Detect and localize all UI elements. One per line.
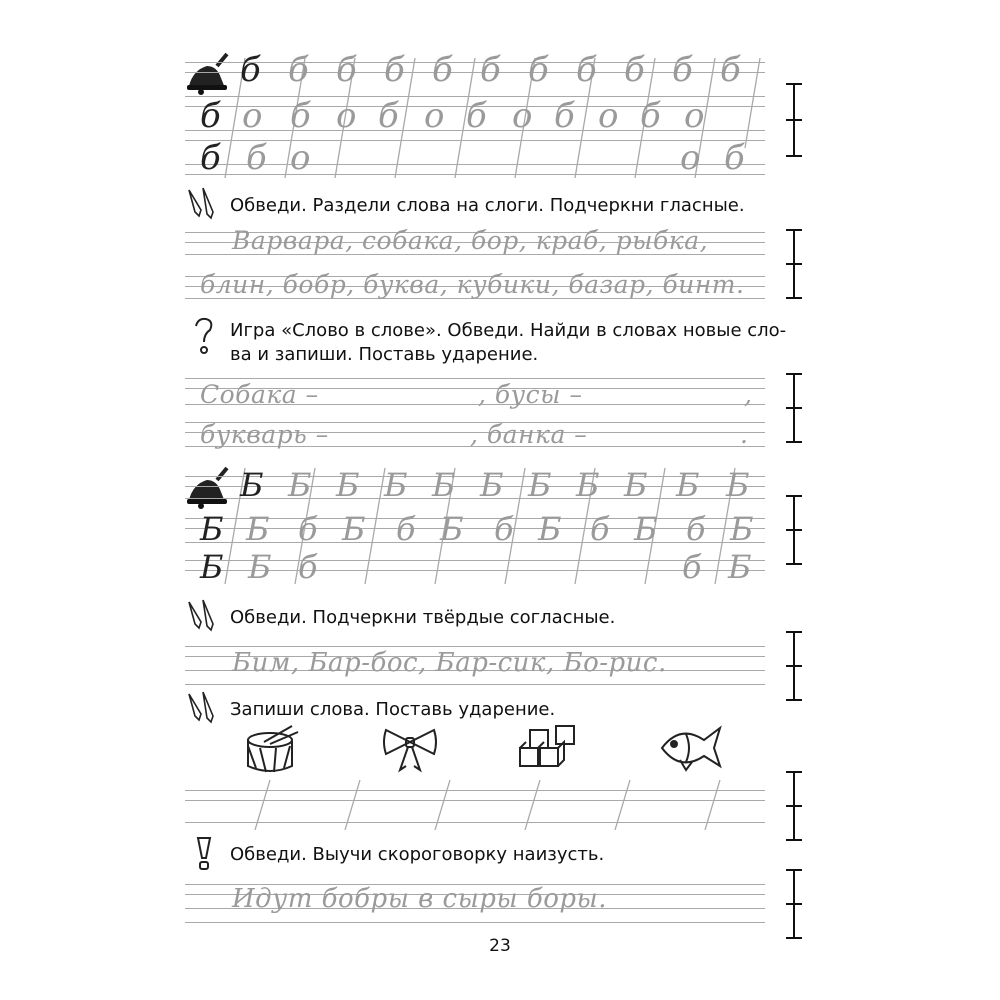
trace-letter: Б — [248, 548, 273, 586]
trace-letter: о — [242, 96, 263, 136]
line-spacing-bracket — [784, 868, 804, 944]
trace-letter: Б — [336, 466, 361, 504]
trace-letter: б — [336, 50, 358, 90]
trace-letter: Б — [246, 510, 271, 548]
trace-text: блин, бобр, буква, кубики, базар, бинт. — [200, 270, 745, 299]
trace-text: , банка – — [470, 420, 588, 449]
pencils-icon — [185, 598, 221, 638]
exclamation-icon — [194, 834, 214, 876]
trace-letter: о — [336, 96, 357, 136]
trace-letter: б — [724, 138, 746, 178]
trace-letter: Б — [730, 510, 755, 548]
trace-letter: б — [396, 510, 417, 548]
pencils-icon — [185, 186, 221, 226]
trace-letter: Б — [432, 466, 457, 504]
trace-text: Бим, Бар-бос, Бар-сик, Бо-рис. — [232, 648, 667, 678]
sample-letter: б — [200, 96, 222, 136]
trace-text: Идут бобры в сыры боры. — [232, 884, 607, 914]
trace-letter: о — [680, 138, 701, 178]
trace-letter: Б — [634, 510, 659, 548]
trace-letter: о — [684, 96, 705, 136]
trace-letter: о — [598, 96, 619, 136]
trace-letter: Б — [538, 510, 563, 548]
trace-letter: б — [686, 510, 707, 548]
line-spacing-bracket — [784, 372, 804, 448]
trace-letter: Б — [528, 466, 553, 504]
trace-letter: Б — [480, 466, 505, 504]
drum-icon — [244, 722, 300, 782]
trace-letter: о — [424, 96, 445, 136]
task4-instruction: Запиши слова. Поставь ударение. — [230, 699, 556, 720]
line-spacing-bracket — [784, 228, 804, 304]
task2-instruction-line1: Игра «Слово в слове». Обведи. Найди в словах новые сло- — [230, 320, 787, 341]
trace-letter: Б — [440, 510, 465, 548]
trace-letter: Б — [342, 510, 367, 548]
trace-text: Варвара, собака, бор, краб, рыбка, — [232, 226, 709, 255]
trace-letter: Б — [576, 466, 601, 504]
trace-letter: б — [378, 96, 400, 136]
line-spacing-bracket — [784, 630, 804, 706]
trace-letter: б — [720, 50, 742, 90]
trace-letter: б — [682, 548, 703, 586]
trace-letter: Б — [384, 466, 409, 504]
trace-letter: б — [554, 96, 576, 136]
trace-letter: б — [384, 50, 406, 90]
trace-letter: б — [298, 548, 319, 586]
page-number: 23 — [489, 936, 511, 956]
sample-letter: Б — [200, 548, 225, 586]
trace-letter: Б — [288, 466, 313, 504]
trace-text: , бусы – — [478, 380, 583, 409]
trace-letter: б — [480, 50, 502, 90]
task3-instruction: Обведи. Подчеркни твёрдые согласные. — [230, 607, 616, 628]
trace-letter: б — [672, 50, 694, 90]
cubes-icon — [516, 722, 580, 778]
trace-letter: б — [590, 510, 611, 548]
trace-letter: б — [640, 96, 662, 136]
trace-letter: Б — [728, 548, 753, 586]
trace-letter: б — [298, 510, 319, 548]
trace-letter: б — [494, 510, 515, 548]
trace-text: , — [744, 380, 753, 409]
trace-letter: Б — [726, 466, 751, 504]
trace-letter: б — [288, 50, 310, 90]
trace-letter: о — [512, 96, 533, 136]
sample-letter: б — [240, 50, 262, 90]
slant-lines-task4 — [185, 780, 765, 830]
trace-letter: б — [576, 50, 598, 90]
task1-instruction: Обведи. Раздели слова на слоги. Подчеркни гласные. — [230, 195, 745, 216]
trace-letter: Б — [624, 466, 649, 504]
trace-text: букварь – — [200, 420, 329, 449]
sample-letter: Б — [240, 466, 265, 504]
sample-letter: Б — [200, 510, 225, 548]
line-spacing-bracket — [784, 494, 804, 570]
task2-instruction-line2: ва и запиши. Поставь ударение. — [230, 344, 539, 365]
trace-letter: б — [246, 138, 268, 178]
trace-letter: б — [466, 96, 488, 136]
question-icon — [190, 316, 218, 360]
line-spacing-bracket — [784, 770, 804, 846]
fish-icon — [656, 720, 726, 780]
sample-letter: б — [200, 138, 222, 178]
line-spacing-bracket — [784, 82, 804, 162]
trace-letter: б — [432, 50, 454, 90]
trace-letter: б — [290, 96, 312, 136]
trace-text: . — [740, 420, 749, 449]
bow-icon — [380, 722, 440, 778]
trace-text: Собака – — [200, 380, 319, 409]
trace-letter: о — [290, 138, 311, 178]
task5-instruction: Обведи. Выучи скороговорку наизусть. — [230, 844, 605, 865]
trace-letter: б — [528, 50, 550, 90]
trace-letter: Б — [676, 466, 701, 504]
trace-letter: б — [624, 50, 646, 90]
pencils-icon — [185, 690, 221, 730]
